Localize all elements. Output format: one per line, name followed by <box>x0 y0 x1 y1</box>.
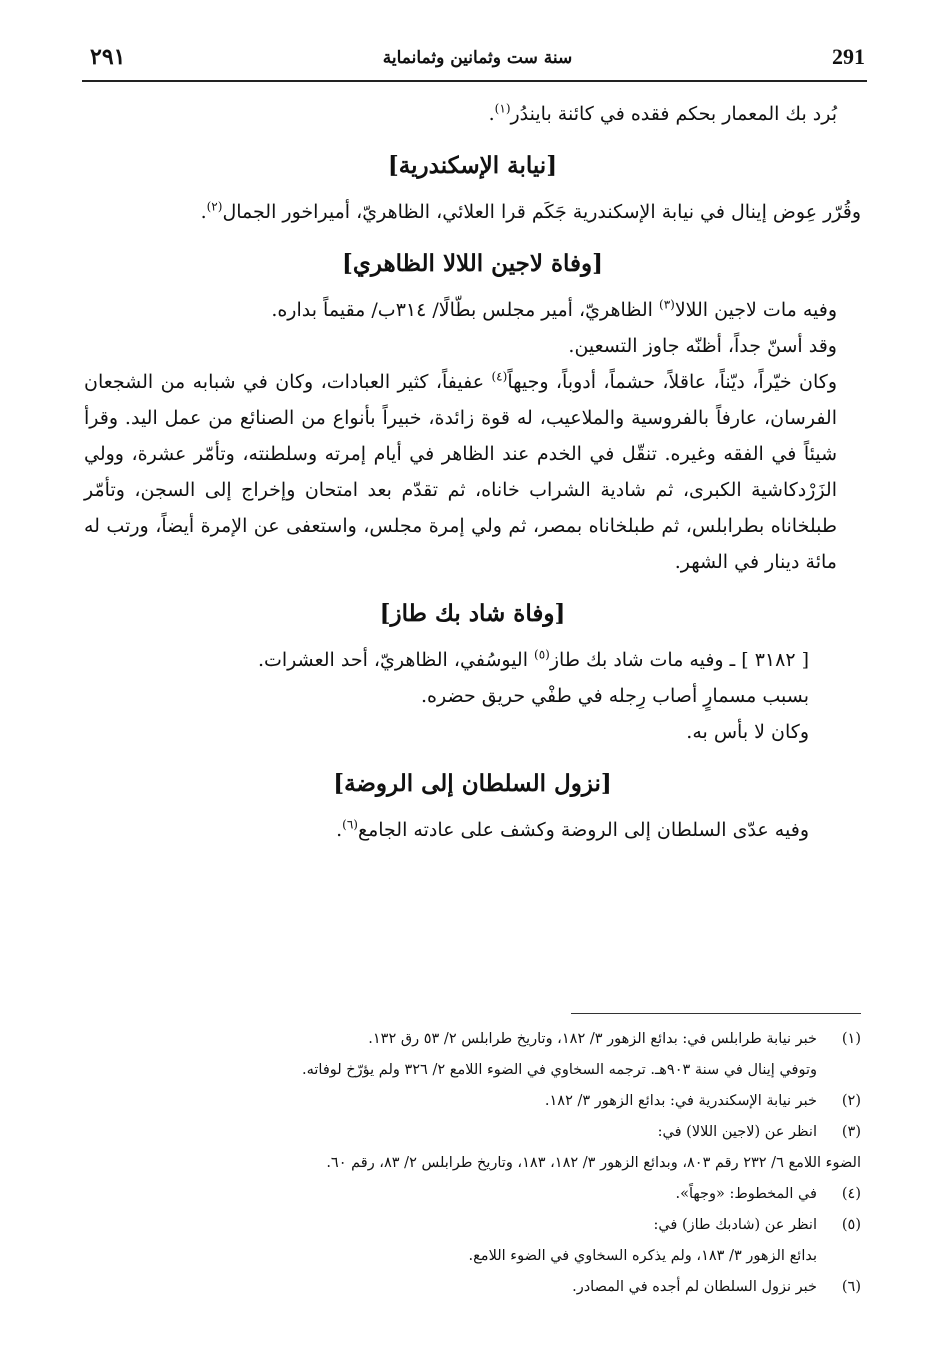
footnote-text: بدائع الزهور ٣/ ١٨٣، ولم يذكره السخاوي في الضوء اللامع. <box>468 1248 817 1264</box>
footnote-text: انظر عن (شادبك طاز) في: <box>653 1217 817 1233</box>
paragraph-text: وفيه مات لاجين اللالا <box>674 299 837 321</box>
footnote-text: الضوء اللامع ٦/ ٢٣٢ رقم ٨٠٣، وبدائع الزهور ٣/ ١٨٢، ١٨٣، وتاريخ طرابلس ٢/ ٨٣، رقم ٦٠. <box>326 1155 861 1171</box>
section-heading: [نيابة الإسكندرية] <box>387 152 558 179</box>
footnote-number: (١) <box>841 1031 861 1047</box>
footnote-text: في المخطوط: «وجهاً». <box>675 1186 817 1202</box>
section-heading: [وفاة لاجين اللالا الظاهري] <box>341 250 604 277</box>
footnote-number: (٥) <box>841 1217 861 1233</box>
footnote-number: (٦) <box>841 1279 861 1295</box>
footnote-number: (٢) <box>841 1093 861 1109</box>
footnote-text: خبر نيابة طرابلس في: بدائع الزهور ٣/ ١٨٢، وتاريخ طرابلس ٢/ ٥٣ رق ١٣٢. <box>368 1031 817 1047</box>
paragraph-text: اليوسُفي، الظاهريّ، أحد العشرات. <box>257 649 535 671</box>
paragraph-text: عفيفاً، كثير العبادات، وكان في شبابه من الشجعان الفرسان، عارفاً بالفروسية والملاعيب، له قوة زائدة، خبيراً بأنواع من الصنائع من عمل اليد. وقرأ شيئاً في الفقه وغيره. تنقّل في الخدم عند الظاهر في أيام إمرته وسلطنته، وتأمّر عشرة، وولي الزَرْدكاشية الكبرى، ثم شادية الشراب خاناه، ثم تقدّم بعد امتحان وإخراج إلى السجن، وتأمّر طبلخاناه بطرابلس، ثم طبلخاناه بمصر، ثم ولي إمرة مجلس، واستعفى عن الإمرة أيضاً، ورتب له مائة دينار في الشهر. <box>84 371 837 573</box>
footnote <box>84 1086 861 1117</box>
footnote-number: (٣) <box>841 1124 861 1140</box>
footnote-text: خبر نيابة الإسكندرية في: بدائع الزهور ٣/ ١٨٢. <box>544 1093 817 1109</box>
footnote <box>84 1272 861 1303</box>
footnote-rule <box>571 1013 861 1014</box>
paragraph: وقُرّر عِوض إينال في نيابة الإسكندرية جَكَم قرا العلائي، الظاهريّ، أميراخور الجمال$^{(٢)}$. <box>200 199 861 223</box>
running-head <box>90 42 865 76</box>
paragraph <box>84 364 861 580</box>
footnote-text: انظر عن (لاجين اللالا) في: <box>657 1124 817 1140</box>
footnote-ref[interactable]: (١) <box>494 101 511 116</box>
entry-number: [ ٣١٨٢ ] <box>741 649 809 671</box>
paragraph: وكان لا بأس به. <box>686 721 809 743</box>
footnote-text: خبر نزول السلطان لم أجده في المصادر. <box>572 1279 817 1295</box>
header-rule <box>82 80 867 82</box>
section-heading: [نزول السلطان إلى الروضة] <box>333 770 612 797</box>
paragraph: بسبب مسمارٍ أصاب رِجله في طفْي حريق حضره. <box>420 685 809 707</box>
paragraph-text: ـ وفيه مات شاد بك طاز <box>549 649 742 671</box>
main-text <box>84 96 861 848</box>
paragraph: بُرد بك المعمار بحكم فقده في كائنة بايندُر$^{(١)}$. <box>488 101 837 125</box>
page-number-latin: 291 <box>832 44 865 69</box>
footnote <box>84 1210 861 1241</box>
footnote-ref[interactable]: (٤) <box>491 369 508 384</box>
paragraph <box>84 642 861 678</box>
paragraph-text: بُرد بك المعمار بحكم فقده في كائنة بايندُر <box>510 103 837 125</box>
paragraph-text: وفيه عدّى السلطان إلى الروضة وكشف على عادته الجامع <box>357 819 809 841</box>
paragraph: وقد أسنّ جداً، أظنّه جاوز التسعين. <box>568 335 837 357</box>
paragraph: وفيه عدّى السلطان إلى الروضة وكشف على عادته الجامع$^{(٦)}$. <box>336 817 809 841</box>
footnote-ref[interactable]: (٥) <box>534 647 550 662</box>
footnote-number: (٤) <box>841 1186 861 1202</box>
paragraph <box>84 292 861 328</box>
page-number-arabic: ٢٩١ <box>90 44 126 70</box>
footnote <box>84 1117 861 1148</box>
footnotes <box>84 1024 861 1303</box>
paragraph-text: وكان خيّراً، ديّناً، عاقلاً، حشماً، أدوباً، وجيهاً <box>507 371 837 393</box>
footnote-text: وتوفي إينال في سنة ٩٠٣هـ. ترجمه السخاوي في الضوء اللامع ٢/ ٣٢٦ ولم يؤرّخ لوفاته. <box>302 1062 817 1078</box>
footnote <box>84 1179 861 1210</box>
running-title: سنة ست وثمانين وثمانماية <box>382 48 573 68</box>
section-heading: [وفاة شاد بك طاز] <box>379 600 566 627</box>
footnote-ref[interactable]: (٣) <box>659 297 675 312</box>
footnote <box>84 1024 861 1055</box>
footnote-ref[interactable]: (٦) <box>342 817 358 832</box>
paragraph-text: الظاهريّ، أمير مجلس بطّالًا/ ٣١٤ب/ مقيماً بداره. <box>271 299 659 321</box>
paragraph-text: وقُرّر عِوض إينال في نيابة الإسكندرية جَكَم قرا العلائي، الظاهريّ، أميراخور الجمال <box>222 201 861 223</box>
footnote-ref[interactable]: (٢) <box>206 199 223 214</box>
